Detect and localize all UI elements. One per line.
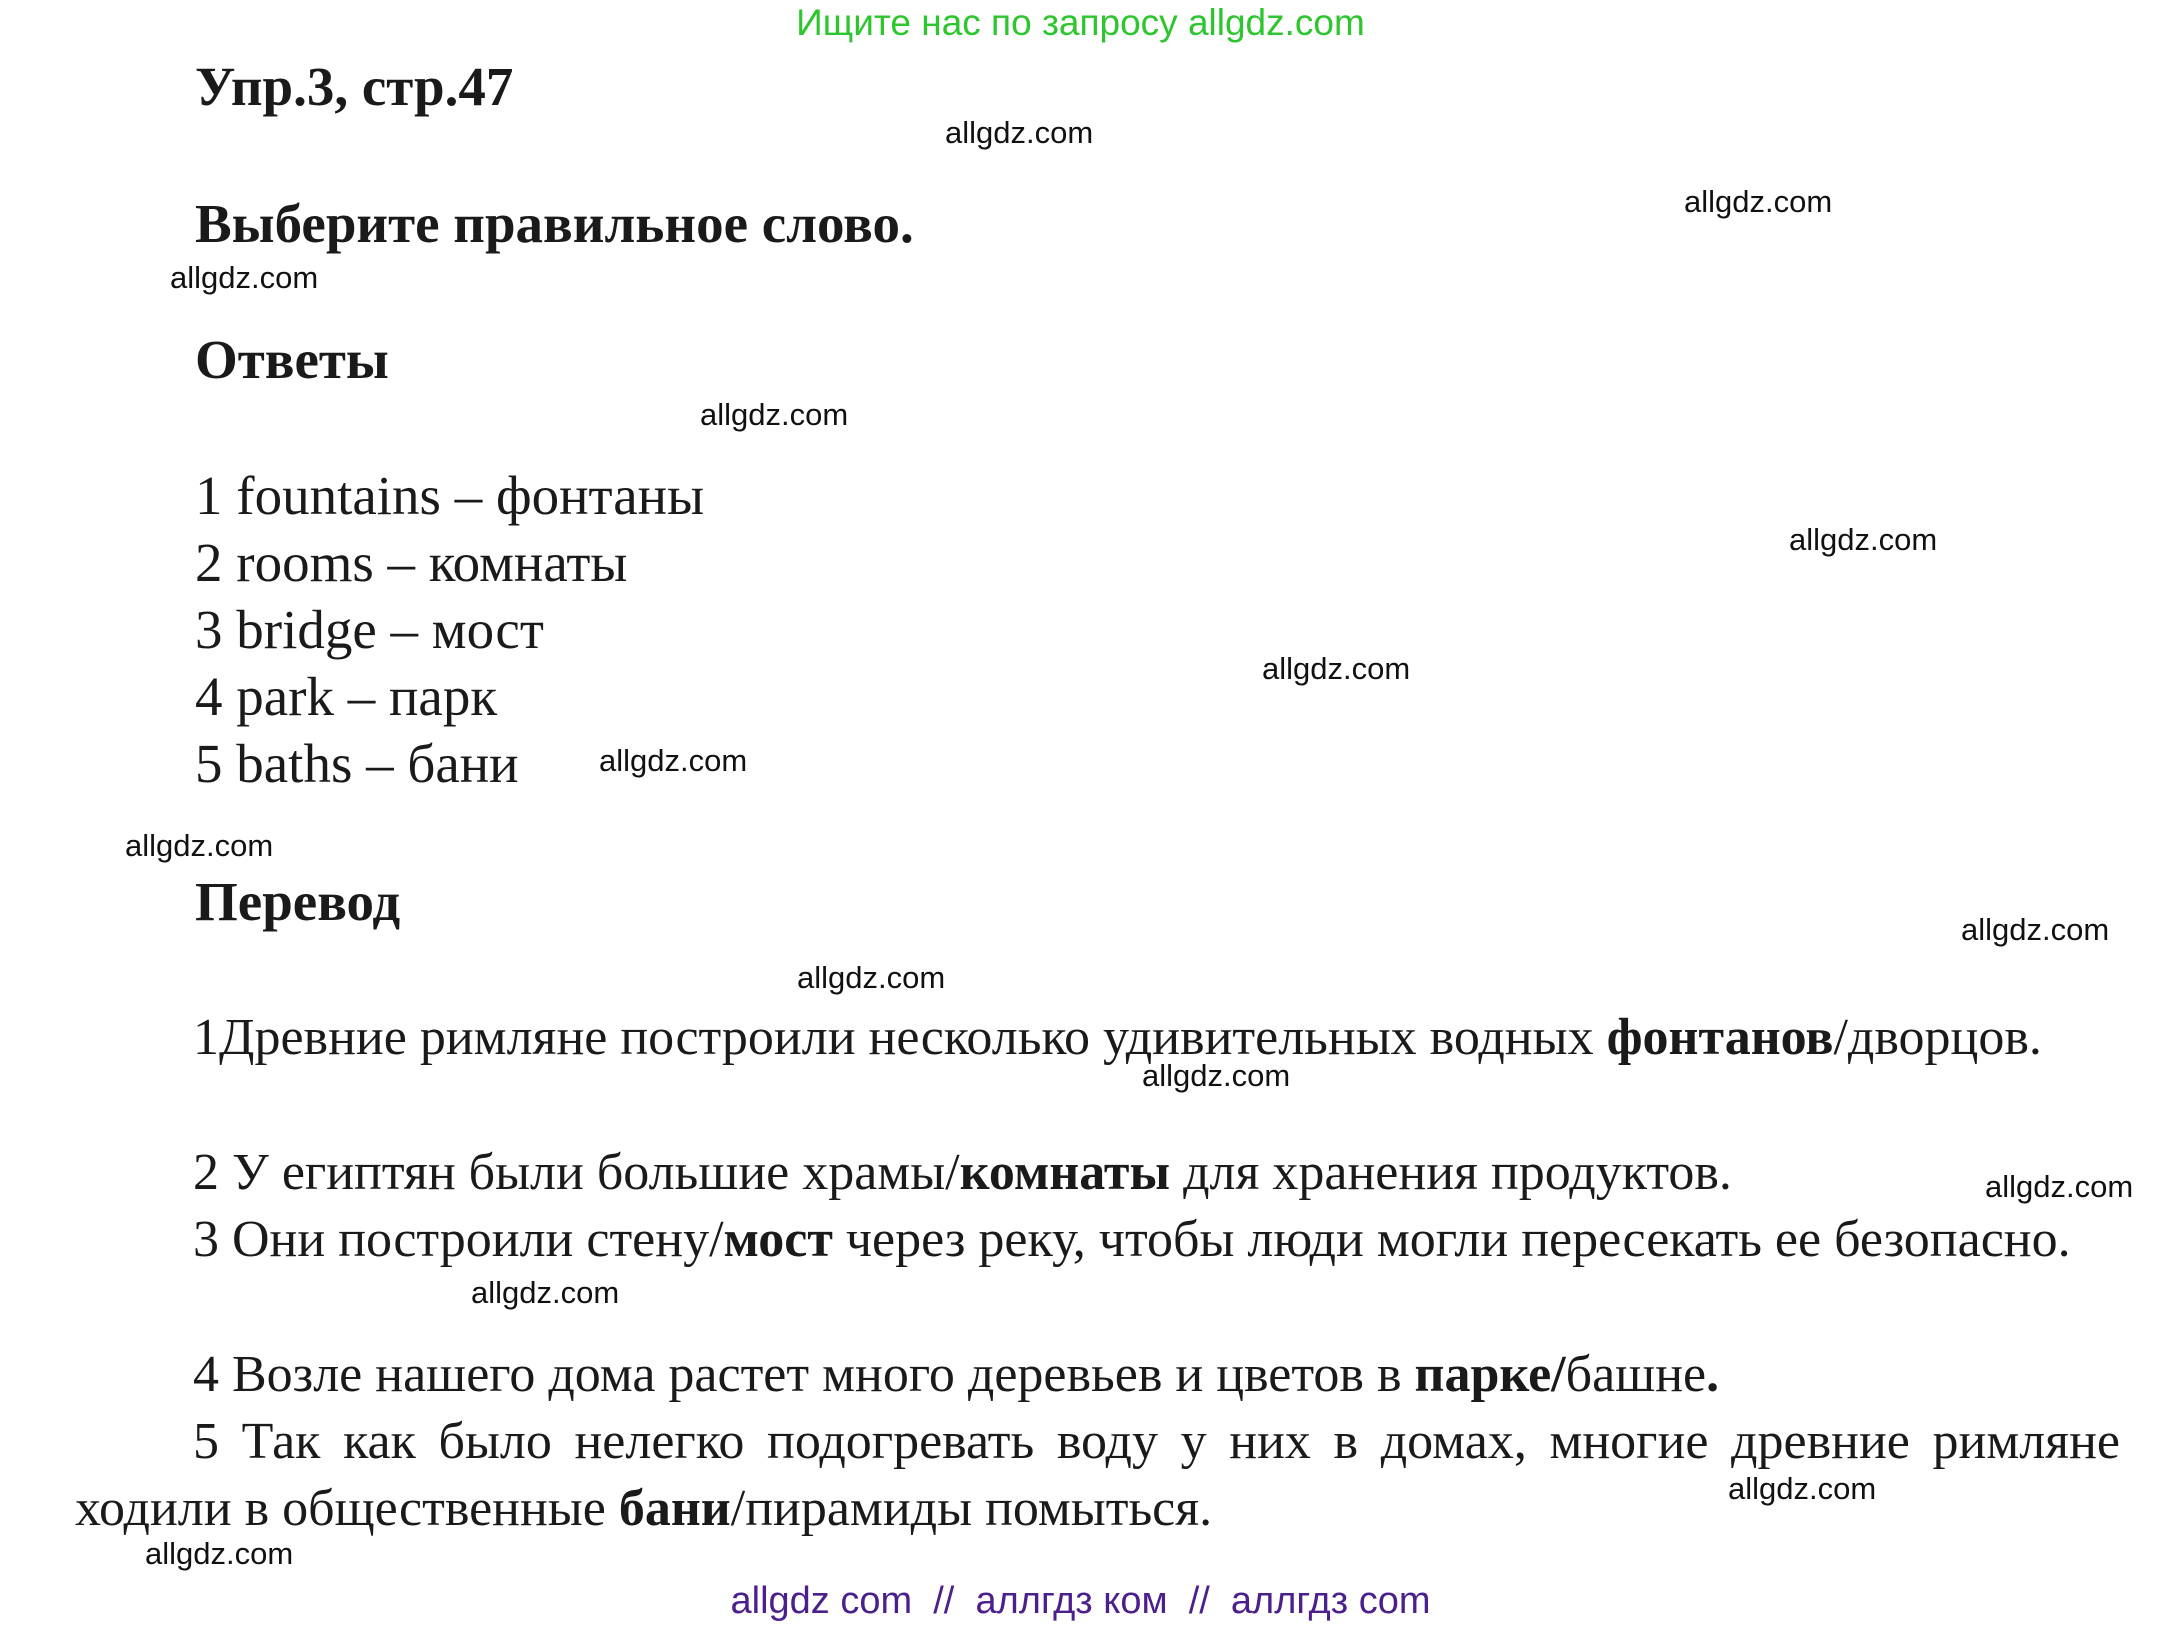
translation-paragraph: 5 Так как было нелегко подогревать воду у них в домах, многие древние римляне ходили в общественные бани/пирамиды помыться. [75,1413,2120,1537]
answers-heading: Ответы [195,329,389,390]
watermark: allgdz.com [1262,651,1411,686]
watermark: allgdz.com [145,1536,294,1571]
watermark: allgdz.com [1728,1471,1877,1506]
translation-paragraph: 3 Они построили стену/мост через реку, чтобы люди могли пересекать ее безопасно. [193,1211,2071,1268]
watermark: allgdz.com [170,260,319,295]
watermark: allgdz.com [700,397,849,432]
watermark: allgdz.com [471,1275,620,1310]
answer-item: 2 rooms – комнаты [195,532,628,593]
watermark: allgdz.com [1142,1058,1291,1093]
translation-heading: Перевод [195,871,401,932]
translation-paragraph: 1Древние римляне построили несколько удивительных водных фонтанов/дворцов. [193,1009,2042,1066]
page-title: Упр.3, стр.47 [195,56,514,117]
watermark: allgdz.com [797,960,946,995]
translation-paragraph: 2 У египтян были большие храмы/комнаты для хранения продуктов. [193,1144,1732,1201]
translation-paragraph: 4 Возле нашего дома растет много деревьев и цветов в парке/башне. [193,1346,1720,1403]
watermark: allgdz.com [1789,522,1938,557]
watermark: allgdz.com [945,115,1094,150]
answer-item: 3 bridge – мост [195,599,544,660]
watermark: allgdz.com [1985,1169,2134,1204]
answer-item: 4 park – парк [195,666,498,727]
bottom-banner: allgdz com // аллгдз ком // аллгдз com [730,1580,1431,1622]
watermark: allgdz.com [1684,184,1833,219]
watermark: allgdz.com [125,828,274,863]
answer-item: 1 fountains – фонтаны [195,465,705,526]
instruction-heading: Выберите правильное слово. [195,193,914,254]
watermark: allgdz.com [599,743,748,778]
watermark: allgdz.com [1961,912,2110,947]
answer-item: 5 baths – бани [195,733,519,794]
top-banner: Ищите нас по запросу allgdz.com [796,2,1365,43]
